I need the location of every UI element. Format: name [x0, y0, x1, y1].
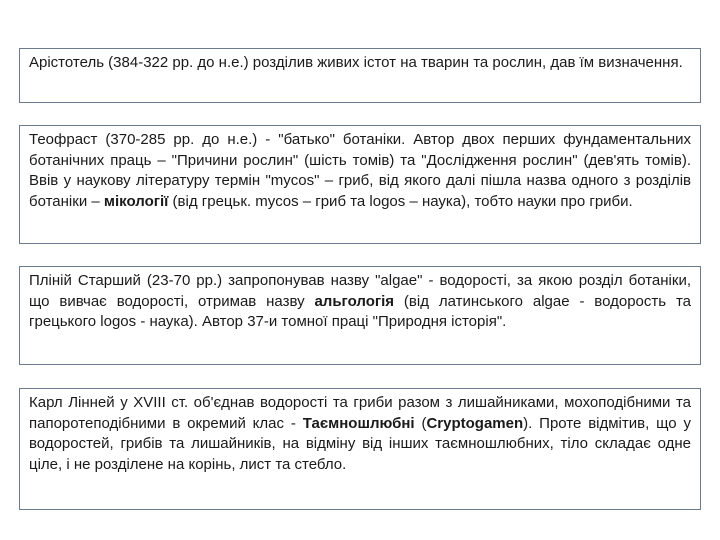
card-text-body: Теофраст (370-285 рр. до н.е.) - "батько" ботаніки. Автор двох перших фундаментальних ботанічних праць – "Причини рослин" (шість томів) та "Дослідження рослин" (дев'ять томів). Ввів у наукову літературу термін "mycos" – гриб, від якого далі пішла назва одного з розділів ботаніки –	[29, 131, 691, 210]
card-text	[29, 393, 691, 475]
card-text-body: Арістотель (384-322 рр. до н.е.) розділив живих істот на тварин та рослин, дав їм визначення.	[29, 54, 683, 71]
card-text-body: Пліній Старший (23-70 рр.) запропонував назву "algae" - водорості, за якою розділ ботаніки, що вивчає водорості, отримав назву	[29, 272, 691, 310]
text-card-pliny	[19, 266, 701, 365]
card-text-body: Карл Лінней у XVIII ст. об'єднав водорості та гриби разом з лишайниками, мохоподібними та папоротеподібними в окремий клас -	[29, 394, 691, 432]
term-cryptogams-ua: Таємношлюбні	[302, 414, 415, 432]
text-card-aristotle	[19, 48, 701, 103]
text-card-linnaeus	[19, 388, 701, 510]
text-card-theophrastus	[19, 125, 701, 244]
term-algology: альгологія	[314, 292, 395, 310]
card-text	[29, 130, 691, 212]
card-text-tail: ). Проте відмітив, що у водоростей, грибів та лишайників, на відміну від інших таємношлюбних, тіло складає одне ціле, і не розділене на корінь, лист та стебло.	[29, 414, 691, 473]
term-cryptogamen: Cryptogamen	[426, 414, 524, 432]
card-text	[29, 271, 691, 333]
card-text-tail: (від грецьк. mycos – гриб та logos – наука), тобто науки про гриби.	[168, 192, 633, 210]
card-text-tail: (від латинського algae - водорость та грецького logos - наука). Автор 37-и томної праці "Природня історія".	[29, 292, 691, 330]
card-text-middle: (	[414, 414, 427, 432]
card-text	[29, 53, 691, 74]
term-mycology: мікології	[103, 192, 169, 210]
